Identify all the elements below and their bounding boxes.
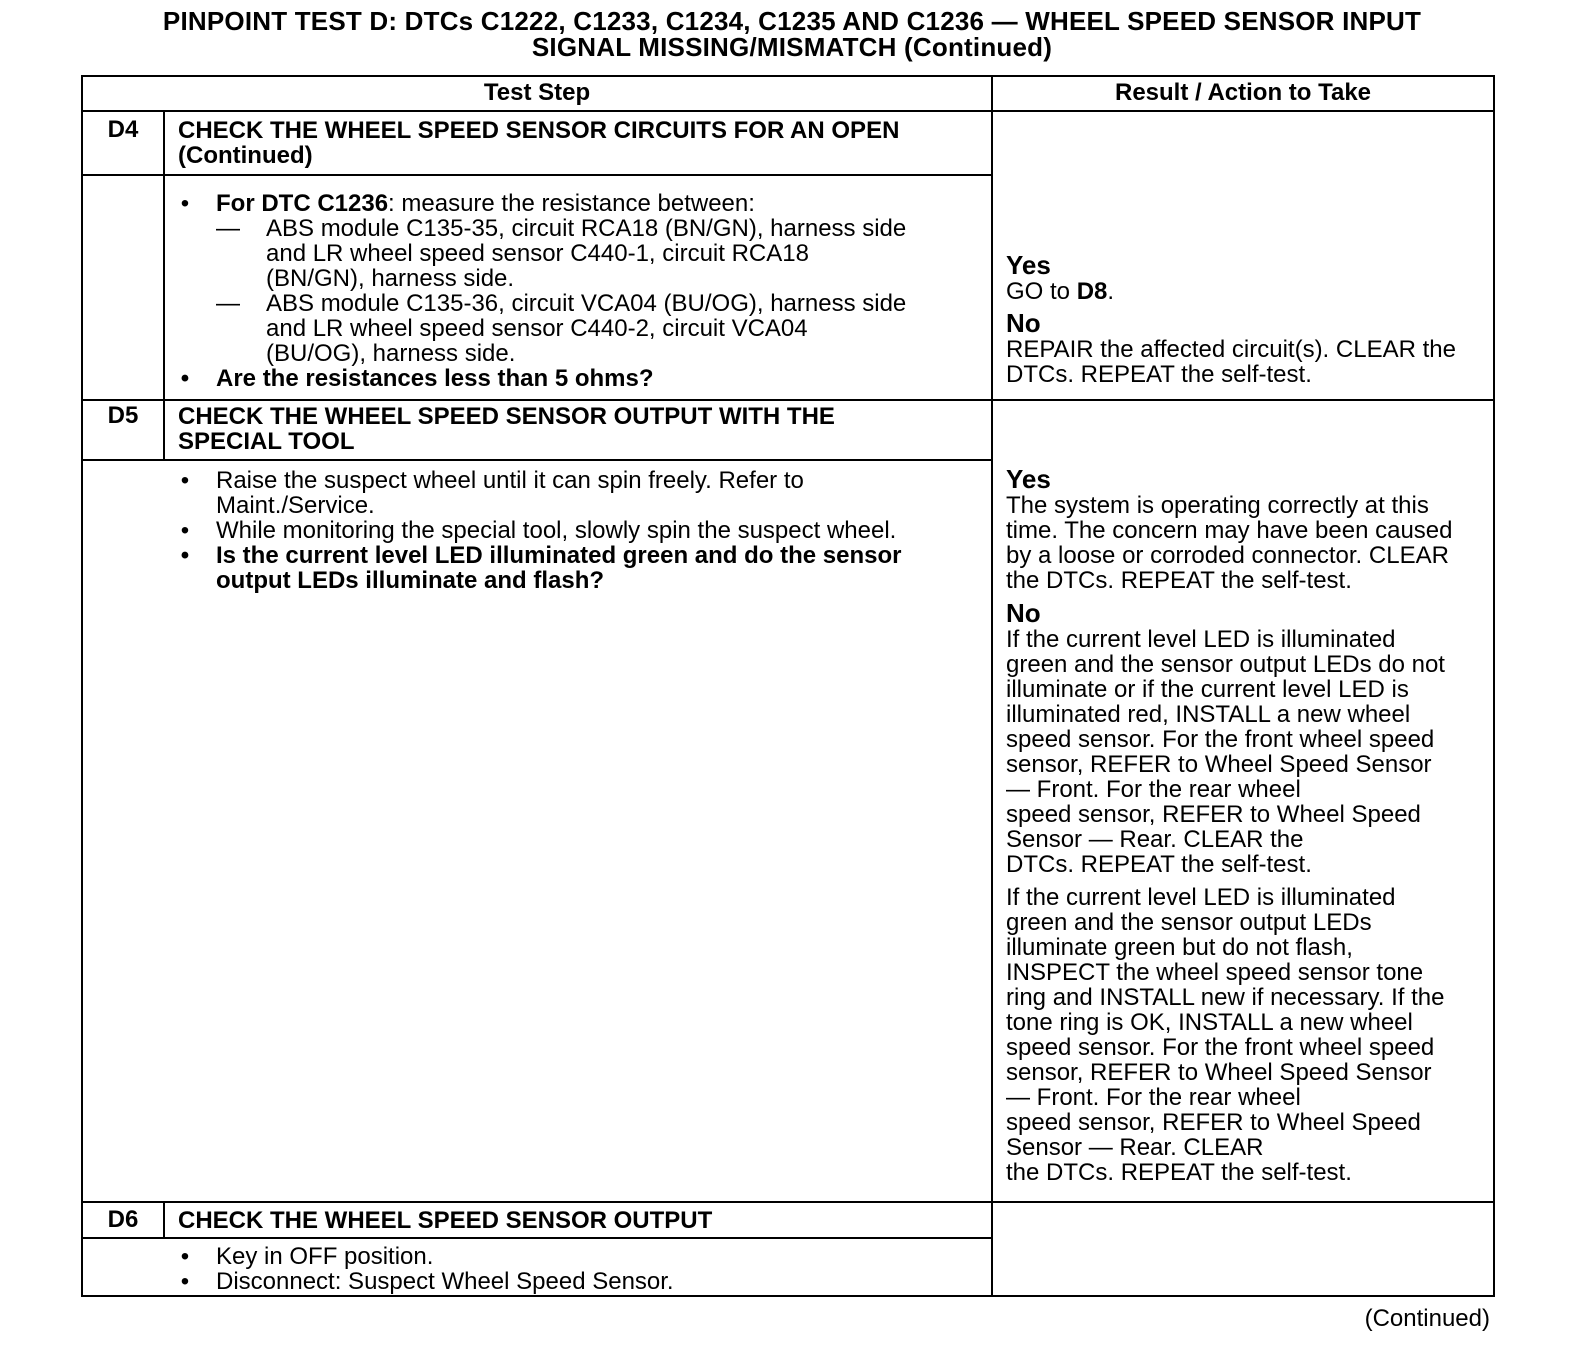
list-item-text: : measure the resistance between: (388, 190, 755, 217)
sub-item-line: and LR wheel speed sensor C440-2, circuit VCA04 (266, 315, 808, 342)
result-no-line: ring and INSTALL new if necessary. If the (1006, 984, 1445, 1011)
step-id-d5: D5 (107, 402, 139, 429)
d5-title-rule (81, 459, 993, 461)
result-yes-line: the DTCs. REPEAT the self-test. (1006, 567, 1352, 594)
bullet-icon: • (180, 467, 190, 494)
list-item (178, 1269, 674, 1294)
list-item-line: Is the current level LED illuminated green and do the sensor (216, 542, 902, 569)
step-title-d6: CHECK THE WHEEL SPEED SENSOR OUTPUT (178, 1207, 713, 1234)
bullet-icon: • (180, 1268, 190, 1295)
result-yes-line: time. The concern may have been caused (1006, 517, 1453, 544)
result-no-line: DTCs. REPEAT the self-test. (1006, 851, 1312, 878)
result-no-line: REPAIR the affected circuit(s). CLEAR the (1006, 336, 1456, 363)
column-divider-id (163, 399, 165, 461)
result-no-line: DTCs. REPEAT the self-test. (1006, 361, 1312, 388)
list-item-line: Maint./Service. (216, 492, 375, 519)
result-yes-line: by a loose or corroded connector. CLEAR (1006, 542, 1449, 569)
step-body-d6 (178, 1244, 674, 1294)
d4-row-rule (81, 399, 1495, 401)
result-yes-line: The system is operating correctly at this (1006, 492, 1429, 519)
step-title-line: CHECK THE WHEEL SPEED SENSOR CIRCUITS FOR AN OPEN (178, 117, 900, 144)
step-id-d6: D6 (107, 1206, 139, 1233)
sub-item-line: ABS module C135-36, circuit VCA04 (BU/OG), harness side (266, 290, 907, 317)
result-no-line: speed sensor. For the front wheel speed (1006, 1034, 1435, 1061)
result-no-line: Sensor — Rear. CLEAR the (1006, 826, 1304, 853)
bullet-icon: • (180, 517, 190, 544)
sub-item-line: and LR wheel speed sensor C440-1, circuit RCA18 (266, 240, 809, 267)
result-no-line: illuminate or if the current level LED is (1006, 676, 1409, 703)
result-d4 (1006, 252, 1456, 387)
result-no-line: speed sensor, REFER to Wheel Speed (1006, 1109, 1421, 1136)
step-body-d4 (178, 191, 906, 391)
result-no-line: green and the sensor output LEDs do not (1006, 651, 1445, 678)
result-no-line: green and the sensor output LEDs (1006, 909, 1372, 936)
step-title-line: SPECIAL TOOL (178, 428, 355, 455)
list-item (178, 366, 906, 391)
result-d5 (1006, 466, 1452, 1185)
column-divider-id (163, 110, 165, 401)
step-title-d5 (178, 404, 835, 454)
header-rule (81, 110, 1495, 112)
step-title-line: (Continued) (178, 142, 313, 169)
page-title-line-2: SIGNAL MISSING/MISMATCH (Continued) (531, 32, 1053, 62)
list-item-line: Raise the suspect wheel until it can spin freely. Refer to (216, 467, 804, 494)
step-title-d4 (178, 118, 899, 168)
sub-item-line: (BU/OG), harness side. (266, 340, 516, 367)
d4-title-rule (81, 174, 993, 176)
result-no-line: sensor, REFER to Wheel Speed Sensor (1006, 1059, 1432, 1086)
result-no-line: speed sensor, REFER to Wheel Speed (1006, 801, 1421, 828)
page-title-line-1: PINPOINT TEST D: DTCs C1222, C1233, C1234, C1235 AND C1236 — WHEEL SPEED SENSOR INPUT (162, 6, 1422, 36)
result-no-line: illuminated red, INSTALL a new wheel (1006, 701, 1411, 728)
list-item-line: output LEDs illuminate and flash? (216, 567, 605, 594)
list-item (178, 191, 906, 216)
d6-title-rule (81, 1237, 993, 1239)
header-result: Result / Action to Take (1114, 79, 1372, 106)
page-title (0, 8, 1584, 60)
d5-row-rule (81, 1201, 1495, 1203)
dtc-label: For DTC C1236 (216, 190, 389, 217)
list-item-text: While monitoring the special tool, slowly spin the suspect wheel. (216, 517, 897, 544)
sub-list-item (178, 216, 906, 291)
bullet-icon: • (180, 1243, 190, 1270)
result-no-line: speed sensor. For the front wheel speed (1006, 726, 1435, 753)
list-item-text: Key in OFF position. (216, 1243, 434, 1270)
sub-item-line: ABS module C135-35, circuit RCA18 (BN/GN), harness side (266, 215, 907, 242)
result-no-label: No (1006, 308, 1041, 338)
list-item (178, 1244, 674, 1269)
list-item-text: Are the resistances less than 5 ohms? (216, 365, 654, 392)
result-no-line: sensor, REFER to Wheel Speed Sensor (1006, 751, 1432, 778)
header-test-step: Test Step (483, 79, 591, 106)
step-reference: D8 (1076, 278, 1108, 305)
result-no-line: If the current level LED is illuminated (1006, 626, 1396, 653)
list-item (178, 543, 902, 593)
sub-item-line: (BN/GN), harness side. (266, 265, 515, 292)
result-yes-label: Yes (1006, 464, 1051, 494)
result-no-line: the DTCs. REPEAT the self-test. (1006, 1159, 1352, 1186)
result-no-line: INSPECT the wheel speed sensor tone (1006, 959, 1424, 986)
result-yes-label: Yes (1006, 250, 1051, 280)
result-no-label: No (1006, 598, 1041, 628)
step-title-line: CHECK THE WHEEL SPEED SENSOR OUTPUT WITH THE (178, 403, 835, 430)
bullet-icon: • (180, 365, 190, 392)
result-no-line: — Front. For the rear wheel (1006, 776, 1301, 803)
dash-marker: — (216, 290, 240, 317)
continued-label: (Continued) (1364, 1305, 1490, 1332)
result-no-line: — Front. For the rear wheel (1006, 1084, 1301, 1111)
bullet-icon: • (180, 190, 190, 217)
step-id-d4: D4 (107, 116, 139, 143)
column-divider-result (991, 75, 993, 1297)
sub-list-item (178, 291, 906, 366)
step-body-d5 (178, 468, 902, 593)
column-divider-id (163, 1201, 165, 1239)
result-yes-text: GO to D8. (1006, 278, 1115, 305)
result-no-line: Sensor — Rear. CLEAR (1006, 1134, 1264, 1161)
bullet-icon: • (180, 542, 190, 569)
dash-marker: — (216, 215, 240, 242)
list-item (178, 468, 902, 518)
list-item-text: Disconnect: Suspect Wheel Speed Sensor. (216, 1268, 674, 1295)
result-no-line: tone ring is OK, INSTALL a new wheel (1006, 1009, 1413, 1036)
list-item (178, 518, 902, 543)
result-no-line: If the current level LED is illuminated (1006, 884, 1396, 911)
result-no-line: illuminate green but do not flash, (1006, 934, 1353, 961)
